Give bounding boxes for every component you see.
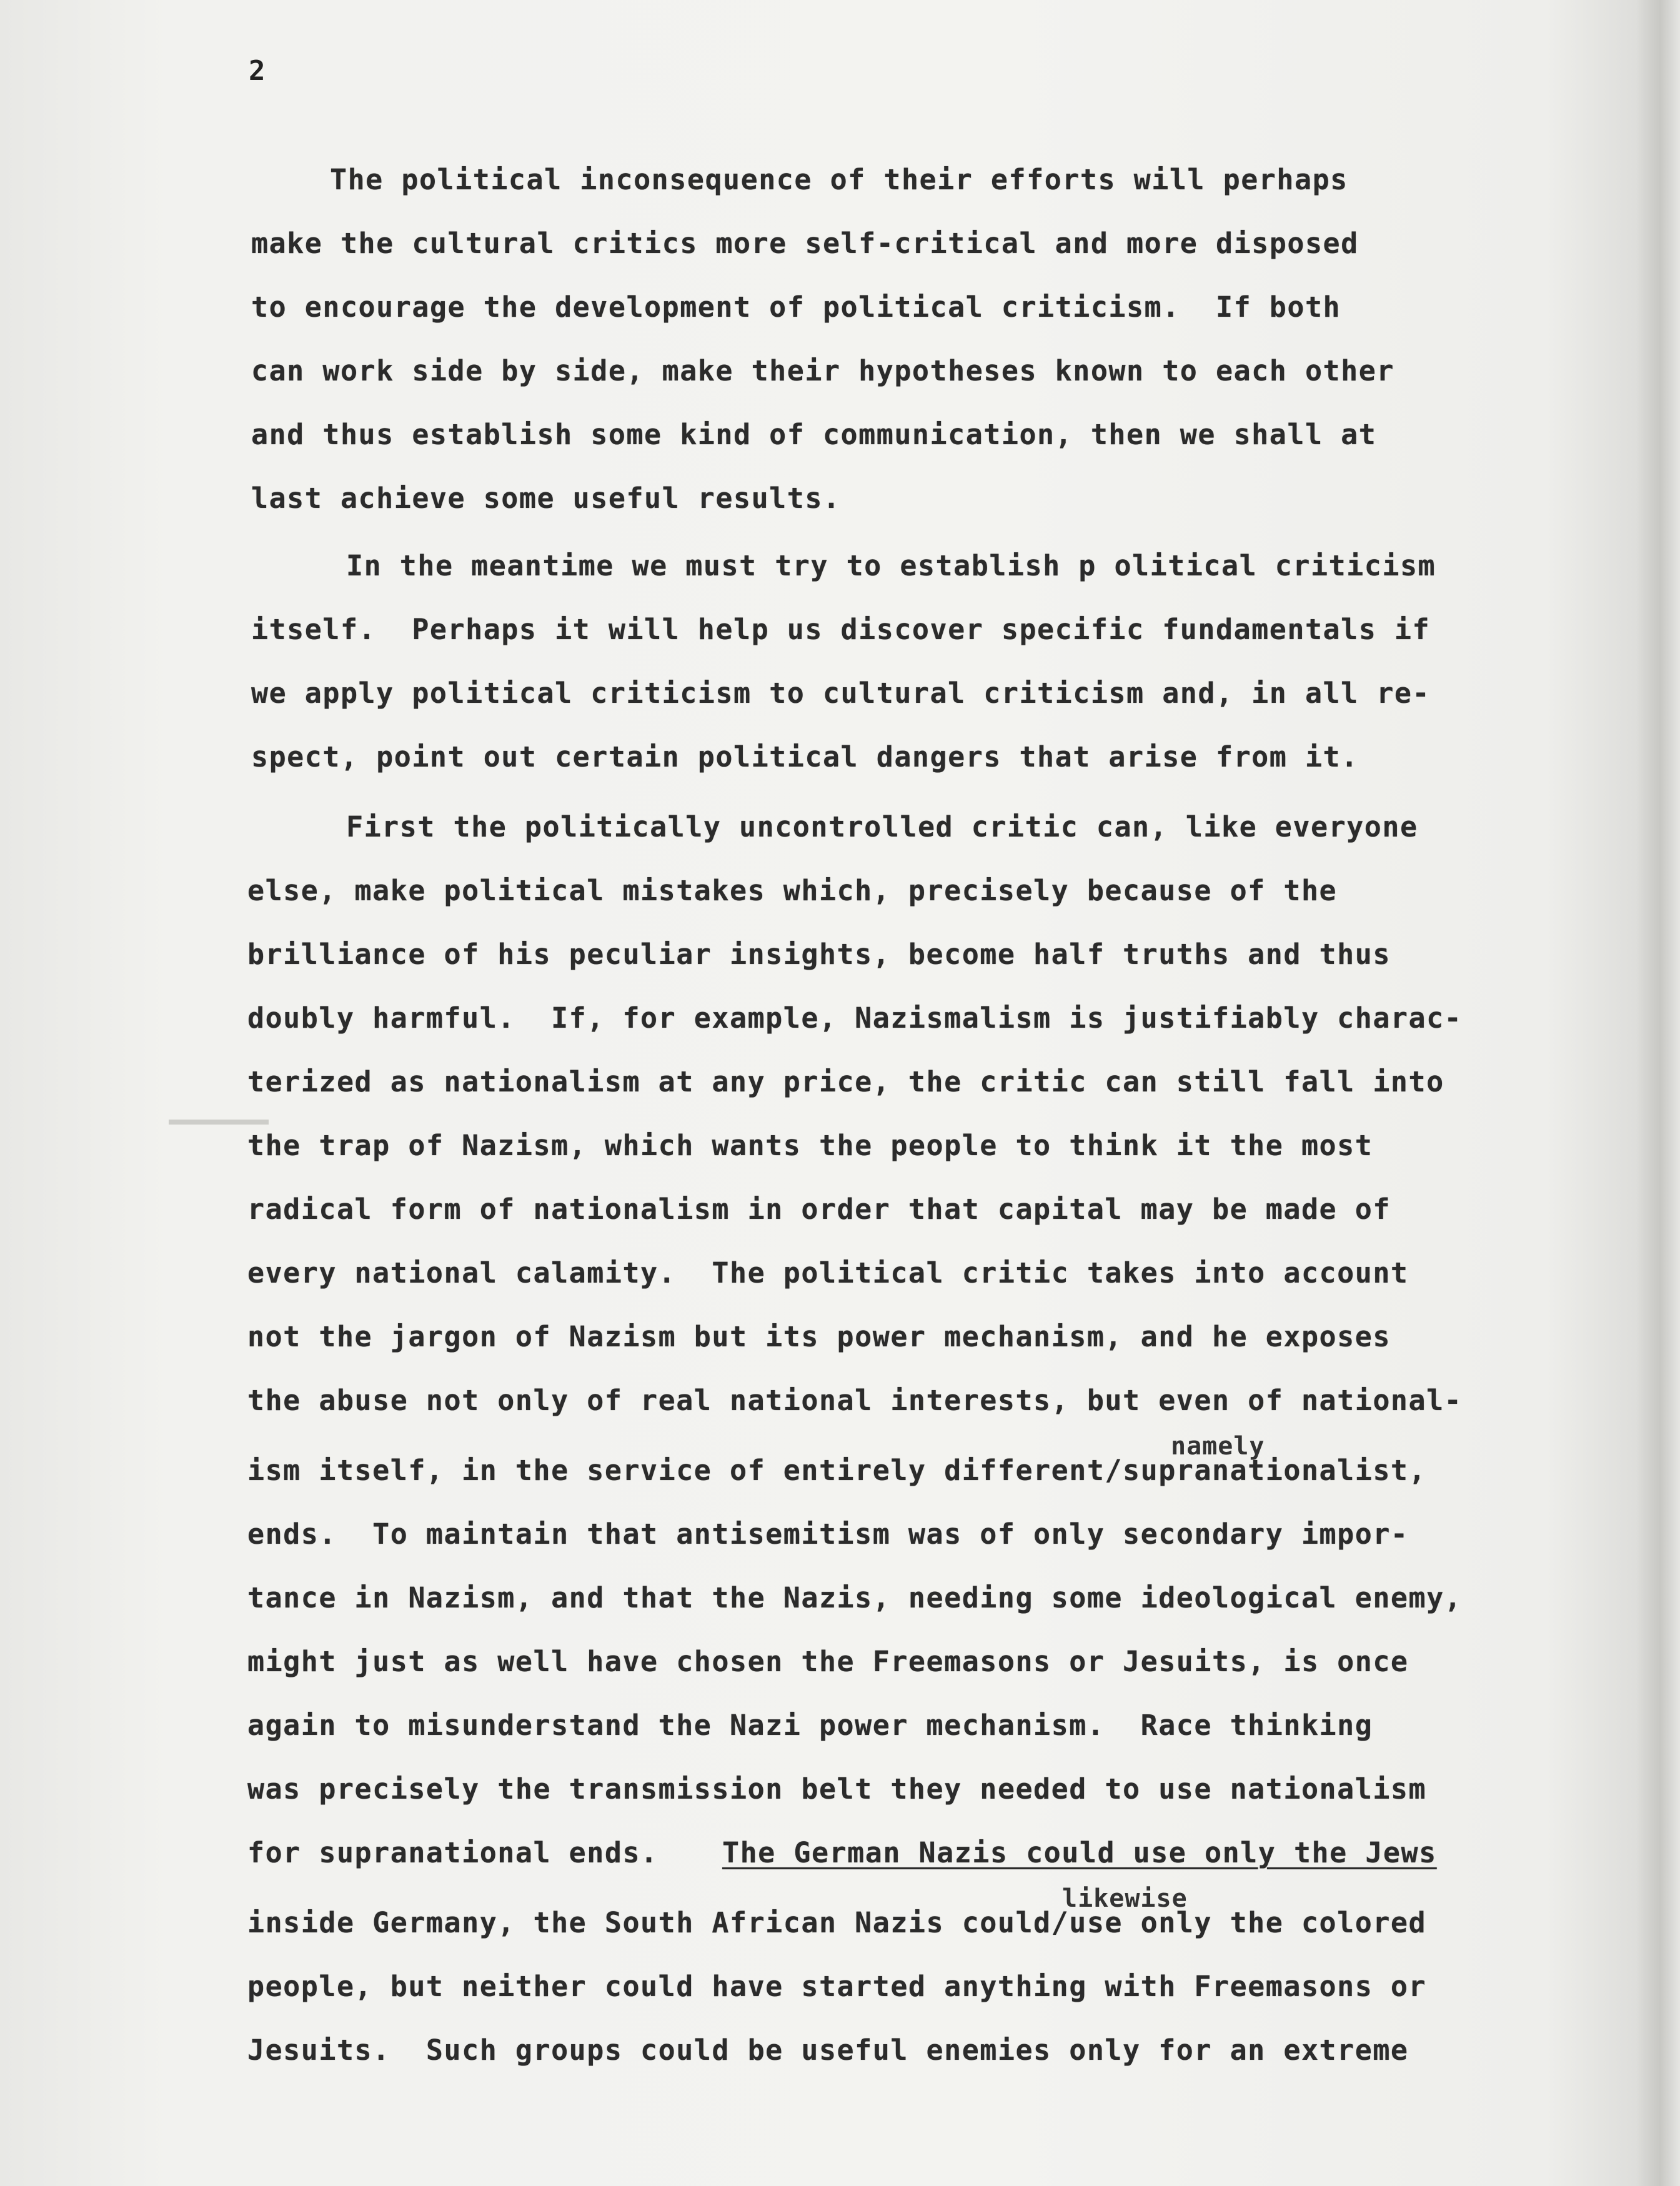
handwritten-insertion-likewise: likewise bbox=[1062, 1884, 1188, 1913]
text-line-30: Jesuits. Such groups could be useful enemies only for an extreme bbox=[247, 2034, 1409, 2067]
text-line-5: and thus establish some kind of communication, then we shall at bbox=[251, 418, 1377, 451]
text-line-13: brilliance of his peculiar insights, become half truths and thus bbox=[247, 938, 1391, 971]
text-line-23: tance in Nazism, and that the Nazis, needing some ideological enemy, bbox=[247, 1581, 1463, 1614]
text-line-11: First the politically uncontrolled critic can, like everyone bbox=[346, 810, 1418, 843]
text-line-24: might just as well have chosen the Freemasons or Jesuits, is once bbox=[247, 1645, 1409, 1678]
text-line-2: make the cultural critics more self-critical and more disposed bbox=[251, 227, 1359, 260]
text-line-15: terized as nationalism at any price, the critic can still fall into bbox=[247, 1065, 1444, 1098]
text-line-16: the trap of Nazism, which wants the people to think it the most bbox=[247, 1129, 1373, 1162]
text-line-25: again to misunderstand the Nazi power mechanism. Race thinking bbox=[247, 1709, 1373, 1742]
page-edge-shadow bbox=[1636, 0, 1680, 2186]
text-line-27-underlined: The German Nazis could use only the Jews bbox=[722, 1836, 1437, 1869]
text-line-18: every national calamity. The political critic takes into account bbox=[247, 1256, 1409, 1289]
text-line-1: The political inconsequence of their efforts will perhaps bbox=[330, 163, 1348, 196]
text-line-12: else, make political mistakes which, precisely because of the bbox=[247, 874, 1338, 907]
text-line-21: ism itself, in the service of entirely different/supranationalist, bbox=[247, 1454, 1427, 1487]
text-line-14: doubly harmful. If, for example, Nazismalism is justifiably charac- bbox=[247, 1001, 1463, 1035]
scan-smudge bbox=[169, 1120, 269, 1125]
text-line-17: radical form of nationalism in order that capital may be made of bbox=[247, 1193, 1391, 1226]
text-line-28: inside Germany, the South African Nazis could/use only the colored bbox=[247, 1906, 1427, 1939]
text-line-22: ends. To maintain that antisemitism was of only secondary impor- bbox=[247, 1518, 1409, 1551]
text-line-20: the abuse not only of real national interests, but even of national- bbox=[247, 1384, 1463, 1417]
page-number: 2 bbox=[249, 55, 266, 87]
text-line-6: last achieve some useful results. bbox=[251, 482, 841, 515]
handwritten-insertion-namely: namely bbox=[1171, 1432, 1265, 1461]
text-line-9: we apply political criticism to cultural criticism and, in all re- bbox=[251, 677, 1431, 710]
text-line-10: spect, point out certain political dangers that arise from it. bbox=[251, 740, 1359, 773]
text-line-26: was precisely the transmission belt they needed to use nationalism bbox=[247, 1772, 1427, 1806]
text-line-3: to encourage the development of political criticism. If both bbox=[251, 291, 1341, 324]
text-line-7: In the meantime we must try to establish p olitical criticism bbox=[346, 549, 1436, 582]
text-line-19: not the jargon of Nazism but its power mechanism, and he exposes bbox=[247, 1320, 1391, 1353]
text-line-29: people, but neither could have started anything with Freemasons or bbox=[247, 1970, 1427, 2003]
text-line-4: can work side by side, make their hypotheses known to each other bbox=[251, 354, 1394, 387]
text-line-27: for supranational ends. bbox=[247, 1836, 659, 1869]
text-line-8: itself. Perhaps it will help us discover specific fundamentals if bbox=[251, 613, 1431, 646]
